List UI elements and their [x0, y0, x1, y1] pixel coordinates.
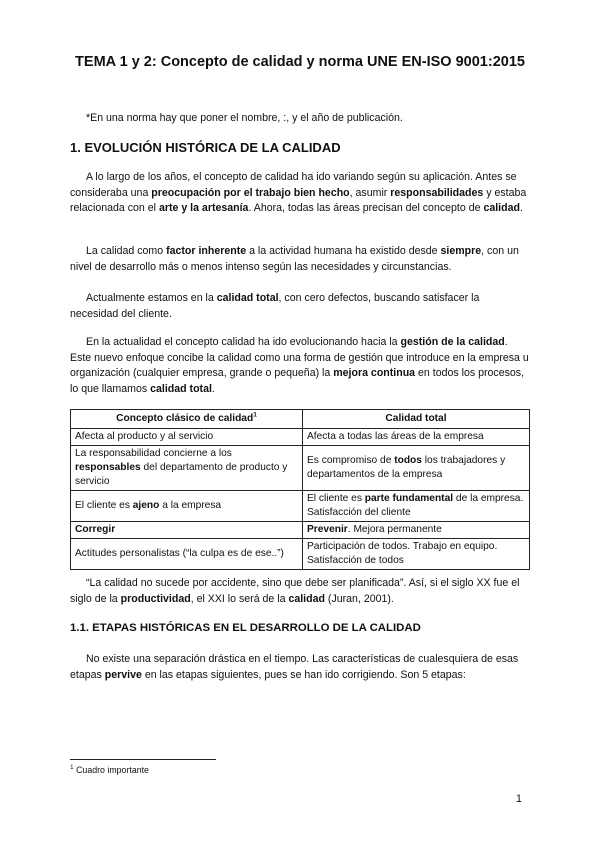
page-number: 1: [516, 793, 522, 805]
footnote-mark: 1: [70, 764, 74, 772]
header-total-quality: Calidad total: [303, 410, 530, 429]
table-cell: El cliente es ajeno a la empresa: [71, 491, 303, 522]
table-cell: Afecta al producto y al servicio: [71, 429, 303, 446]
paragraph-inherent-factor: La calidad como factor inherente a la actividad humana ha existido desde siempre, con un nivel de desarrollo más o menos intenso según las necesidades y circunstancias.: [70, 245, 519, 273]
comparison-table: [70, 409, 530, 570]
footnote-separator: [70, 759, 216, 760]
citation-note: *En una norma hay que poner el nombre, :, y el año de publicación.: [86, 112, 403, 124]
subsection-heading: 1.1. ETAPAS HISTÓRICAS EN EL DESARROLLO DE LA CALIDAD: [70, 622, 421, 634]
table-row: [71, 522, 530, 539]
paragraph-historical-stages: No existe una separación drástica en el tiempo. Las características de cualesquiera de esas etapas pervive en las etapas siguientes, pues se han ido corrigiendo. Son 5 etapas:: [70, 653, 519, 681]
table-row: [71, 429, 530, 446]
paragraph-evolution: A lo largo de los años, el concepto de calidad ha ido variando según su aplicación. Antes se consideraba una preocupación por el trabajo bien hecho, asumir responsabilidades y estaba relacionada con el arte y la artesanía. Ahora, todas las áreas precisan del concepto de calidad.: [70, 171, 527, 215]
table-cell: Afecta a todas las áreas de la empresa: [303, 429, 530, 446]
table-cell: Es compromiso de todos los trabajadores y departamentos de la empresa: [303, 446, 530, 491]
table-cell: La responsabilidad concierne a los responsables del departamento de producto y servicio: [71, 446, 303, 491]
footnote: $^1$ Cuadro importante: [70, 764, 149, 775]
header-classic-quality: Concepto clásico de calidad$^1$: [71, 410, 303, 429]
table-row: [71, 491, 530, 522]
table-cell: Actitudes personalistas (“la culpa es de ese..”): [71, 539, 303, 570]
paragraph-total-quality: Actualmente estamos en la calidad total, con cero defectos, buscando satisfacer la necesidad del cliente.: [70, 292, 480, 320]
table-cell: Participación de todos. Trabajo en equipo. Satisfacción de todos: [303, 539, 530, 570]
footnote-ref: 1: [253, 411, 257, 419]
table-cell: El cliente es parte fundamental de la empresa. Satisfacción del cliente: [303, 491, 530, 522]
table-row: [71, 539, 530, 570]
table-cell: Prevenir. Mejora permanente: [303, 522, 530, 539]
juran-quote: “La calidad no sucede por accidente, sino que debe ser planificada”. Así, si el siglo XX fue el siglo de la productividad, el XXI lo será de la calidad (Juran, 2001).: [70, 577, 520, 605]
table-row: [71, 446, 530, 491]
section-heading: 1. EVOLUCIÓN HISTÓRICA DE LA CALIDAD: [70, 140, 341, 155]
paragraph-quality-management: En la actualidad el concepto calidad ha ido evolucionando hacia la gestión de la calidad. Este nuevo enfoque concibe la calidad como una forma de gestión que introduce en la empresa u organización (cualquier empresa, grande o pequeña) la mejora continua en todos los procesos, lo que llamamos calidad total.: [70, 336, 529, 395]
table-cell: Corregir: [71, 522, 303, 539]
document-title: TEMA 1 y 2: Concepto de calidad y norma UNE EN-ISO 9001:2015: [75, 54, 525, 70]
table-header-row: [71, 410, 530, 429]
